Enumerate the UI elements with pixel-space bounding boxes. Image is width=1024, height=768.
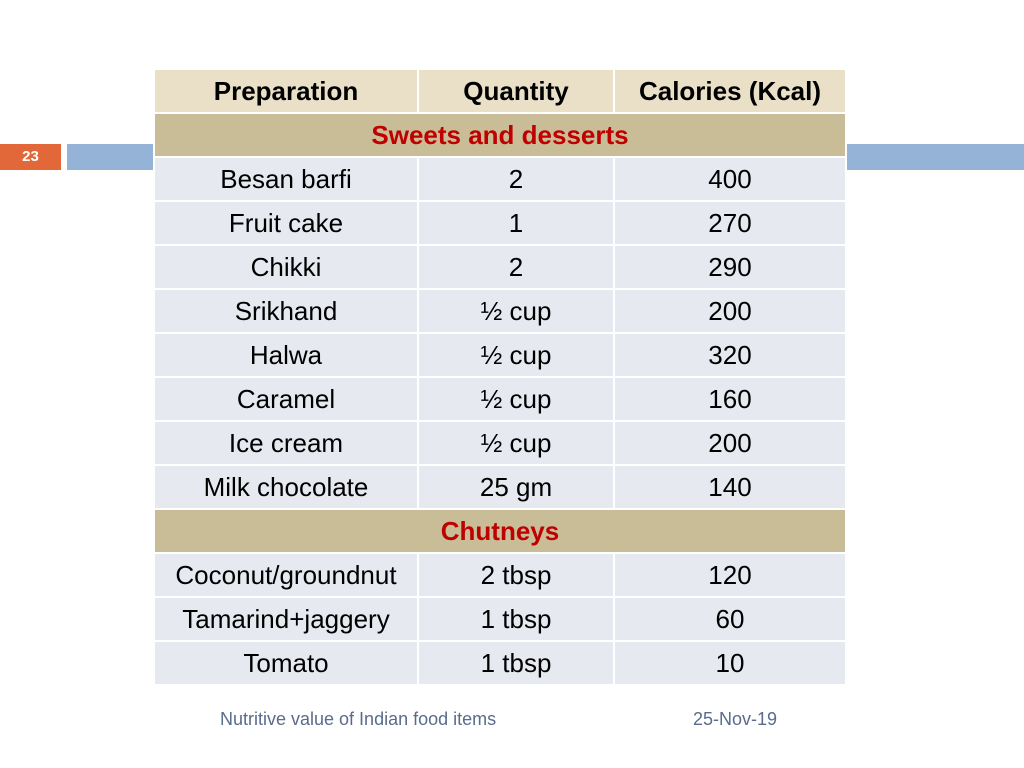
table-row — [154, 245, 846, 289]
cell-quantity: ½ cup — [418, 333, 614, 377]
cell-preparation: Milk chocolate — [154, 465, 418, 509]
cell-preparation: Besan barfi — [154, 157, 418, 201]
cell-quantity: 2 tbsp — [418, 553, 614, 597]
header-preparation: Preparation — [154, 69, 418, 113]
table-row — [154, 421, 846, 465]
table-header-row — [154, 69, 846, 113]
cell-calories: 160 — [614, 377, 846, 421]
cell-calories: 140 — [614, 465, 846, 509]
cell-preparation: Chikki — [154, 245, 418, 289]
table-row — [154, 201, 846, 245]
table-body — [154, 113, 846, 685]
cell-preparation: Fruit cake — [154, 201, 418, 245]
cell-quantity: 1 tbsp — [418, 597, 614, 641]
table-row — [154, 465, 846, 509]
cell-quantity: ½ cup — [418, 377, 614, 421]
cell-quantity: ½ cup — [418, 421, 614, 465]
cell-calories: 400 — [614, 157, 846, 201]
cell-quantity: 1 — [418, 201, 614, 245]
cell-calories: 290 — [614, 245, 846, 289]
cell-quantity: 2 — [418, 245, 614, 289]
section-row — [154, 509, 846, 553]
table-row — [154, 333, 846, 377]
section-title: Sweets and desserts — [154, 113, 846, 157]
calorie-table — [153, 68, 847, 686]
header-band-left — [67, 144, 156, 170]
section-title: Chutneys — [154, 509, 846, 553]
cell-calories: 60 — [614, 597, 846, 641]
cell-calories: 200 — [614, 421, 846, 465]
cell-calories: 10 — [614, 641, 846, 685]
cell-preparation: Tamarind+jaggery — [154, 597, 418, 641]
header-band-right — [846, 144, 1024, 170]
cell-calories: 270 — [614, 201, 846, 245]
cell-preparation: Coconut/groundnut — [154, 553, 418, 597]
section-row — [154, 113, 846, 157]
table-row — [154, 597, 846, 641]
cell-calories: 200 — [614, 289, 846, 333]
cell-preparation: Halwa — [154, 333, 418, 377]
footer-title: Nutritive value of Indian food items — [220, 709, 497, 729]
cell-quantity: 1 tbsp — [418, 641, 614, 685]
cell-calories: 320 — [614, 333, 846, 377]
header-quantity: Quantity — [418, 69, 614, 113]
footer-date: 25-Nov-19 — [693, 709, 778, 729]
cell-quantity: 25 gm — [418, 465, 614, 509]
table-row — [154, 641, 846, 685]
table-row — [154, 289, 846, 333]
cell-preparation: Caramel — [154, 377, 418, 421]
cell-calories: 120 — [614, 553, 846, 597]
cell-preparation: Tomato — [154, 641, 418, 685]
table-row — [154, 157, 846, 201]
cell-preparation: Ice cream — [154, 421, 418, 465]
cell-quantity: ½ cup — [418, 289, 614, 333]
table-row — [154, 553, 846, 597]
cell-preparation: Srikhand — [154, 289, 418, 333]
table-row — [154, 377, 846, 421]
slide-number: 23 — [0, 144, 61, 170]
cell-quantity: 2 — [418, 157, 614, 201]
header-calories: Calories (Kcal) — [614, 69, 846, 113]
